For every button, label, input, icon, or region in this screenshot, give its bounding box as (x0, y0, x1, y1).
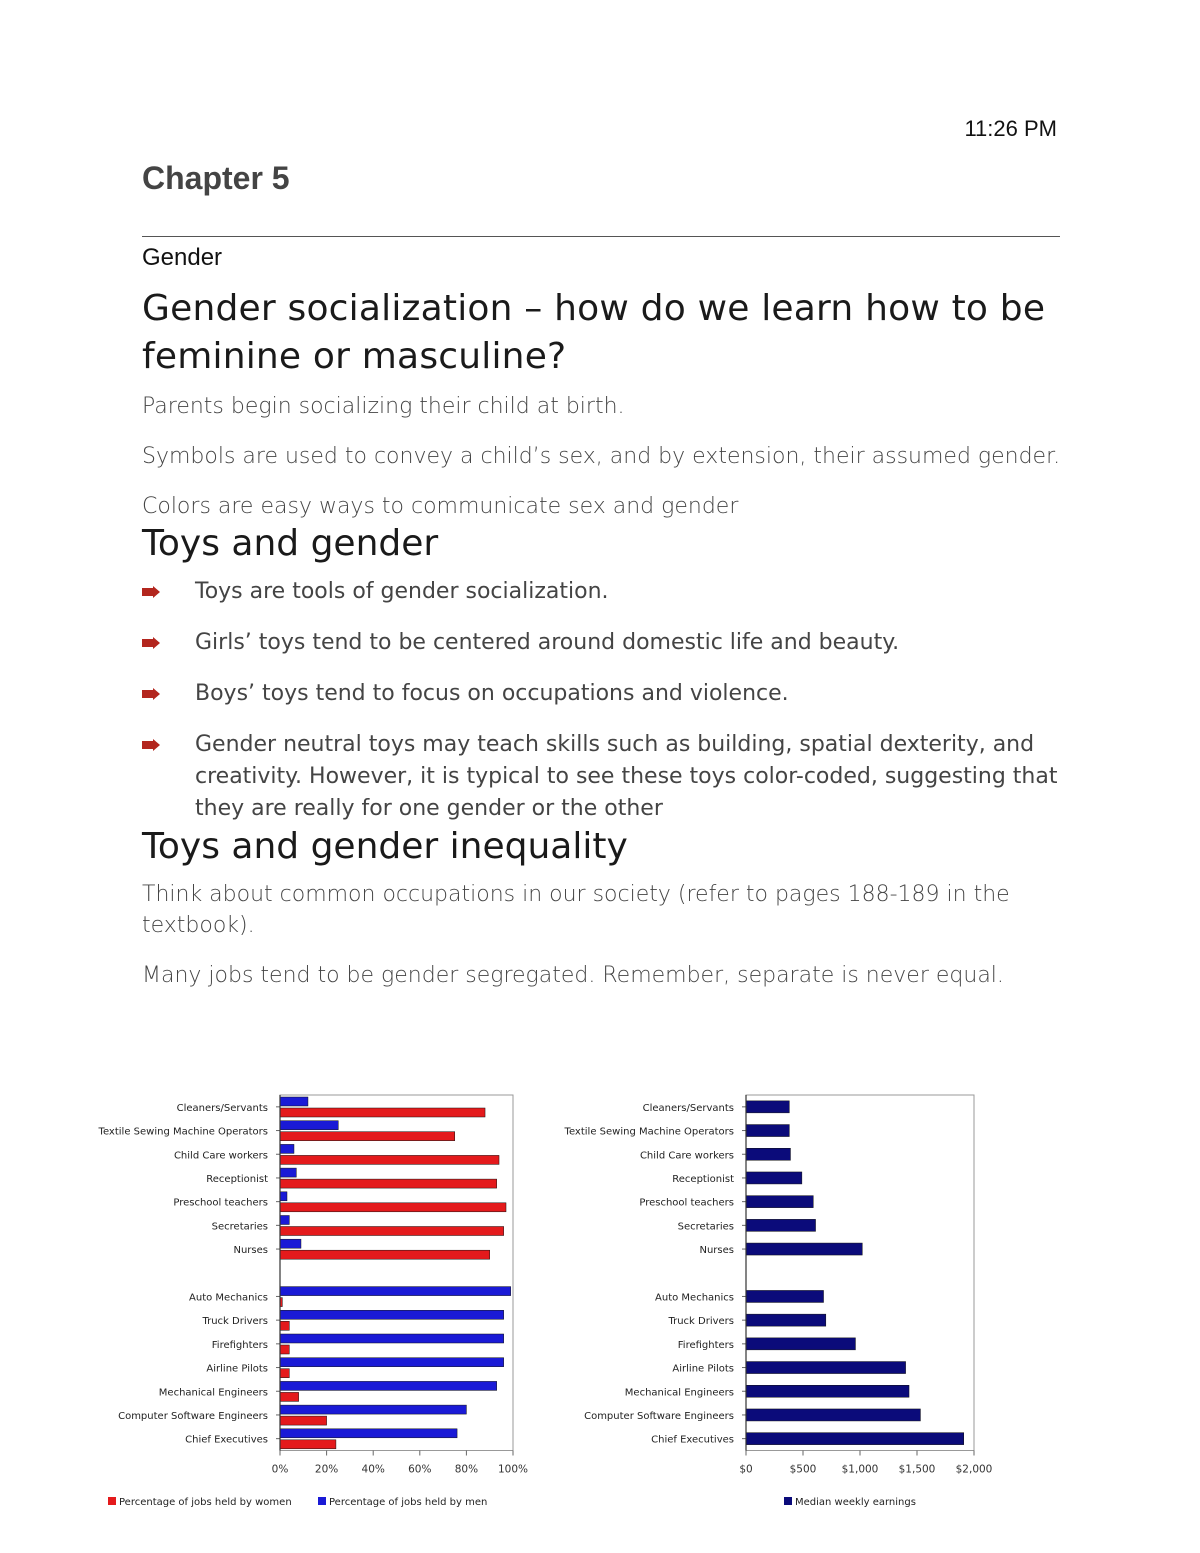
section-heading-toys: Toys and gender (142, 523, 439, 564)
bar (746, 1338, 855, 1350)
bar (280, 1121, 338, 1130)
paragraph: Parents begin socializing their child at birth. (142, 394, 625, 419)
bar (280, 1227, 504, 1236)
bar (746, 1409, 920, 1421)
category-label: Cleaners/Servants (642, 1102, 734, 1114)
occupation-charts (0, 1085, 1200, 1525)
bar (280, 1345, 289, 1354)
subject-label: Gender (142, 244, 223, 271)
category-label: Auto Mechanics (189, 1292, 268, 1304)
bar (280, 1440, 336, 1449)
bar (280, 1416, 327, 1425)
bar (280, 1369, 289, 1378)
paragraph: Colors are easy ways to communicate sex and gender (142, 494, 739, 519)
section-heading-socialization: Gender socialization – how do we learn how to be feminine or masculine? (142, 288, 1046, 377)
x-tick-label: 60% (408, 1463, 432, 1476)
bar (280, 1405, 466, 1414)
legend-swatch-men (318, 1497, 326, 1505)
arrow-bullet-icon (142, 637, 160, 649)
bullet-text: Boys’ toys tend to focus on occupations and violence. (195, 681, 789, 706)
category-label: Truck Drivers (668, 1316, 734, 1328)
category-label: Mechanical Engineers (624, 1387, 734, 1399)
bar (280, 1097, 308, 1106)
category-label: Chief Executives (185, 1434, 268, 1446)
category-label: Airline Pilots (672, 1363, 734, 1375)
bar (746, 1172, 802, 1184)
x-tick-label: 20% (314, 1463, 339, 1476)
bar (280, 1144, 294, 1153)
x-tick-label: $0 (739, 1463, 753, 1476)
bar (746, 1219, 816, 1231)
bar (280, 1216, 289, 1225)
bar (746, 1101, 789, 1113)
chart-frame (280, 1095, 513, 1451)
bar (280, 1192, 287, 1201)
bullet-text: Girls’ toys tend to be centered around domestic life and beauty. (195, 630, 900, 655)
x-tick-label: $2,000 (955, 1463, 993, 1476)
bar (746, 1125, 789, 1137)
notes-body (142, 285, 1072, 991)
section-heading-inequality: Toys and gender inequality (142, 826, 628, 867)
bar (280, 1310, 504, 1319)
x-tick-label: 40% (361, 1463, 385, 1476)
list-item (142, 678, 1072, 710)
category-label: Receptionist (672, 1173, 734, 1185)
category-label: Computer Software Engineers (584, 1410, 734, 1422)
category-label: Airline Pilots (206, 1363, 268, 1375)
bar (746, 1196, 813, 1208)
arrow-bullet-icon (142, 586, 160, 598)
bar (280, 1429, 457, 1438)
bar (746, 1148, 790, 1160)
x-tick-label: $500 (789, 1463, 817, 1476)
x-tick-label: 100% (497, 1463, 529, 1476)
paragraph: Many jobs tend to be gender segregated. Remember, separate is never equal. (142, 963, 1004, 988)
bar (280, 1239, 301, 1248)
bar (280, 1321, 289, 1330)
legend-label-women: Percentage of jobs held by women (119, 1497, 292, 1508)
bar (280, 1287, 511, 1296)
category-label: Nurses (699, 1245, 734, 1257)
divider (142, 236, 1060, 237)
category-label: Preschool teachers (639, 1197, 734, 1209)
legend-label-men: Percentage of jobs held by men (329, 1497, 488, 1508)
bar (746, 1362, 906, 1374)
bullet-text: Toys are tools of gender socialization. (195, 579, 609, 604)
category-label: Truck Drivers (202, 1316, 268, 1328)
paragraph: Symbols are used to convey a child’s sex, and by extension, their assumed gender. (142, 444, 1061, 469)
legend-label-earnings: Median weekly earnings (795, 1497, 916, 1508)
time-label: 11:26 PM (964, 116, 1057, 141)
list-item (142, 627, 1072, 659)
bar (280, 1132, 455, 1141)
category-label: Firefighters (677, 1339, 734, 1351)
bar (280, 1250, 490, 1259)
category-label: Firefighters (211, 1339, 268, 1351)
category-label: Secretaries (211, 1221, 268, 1233)
bar (746, 1385, 909, 1397)
category-label: Auto Mechanics (655, 1292, 734, 1304)
category-label: Mechanical Engineers (158, 1387, 268, 1399)
category-label: Preschool teachers (173, 1197, 268, 1209)
x-tick-label: 80% (454, 1463, 479, 1476)
category-label: Receptionist (206, 1173, 268, 1185)
category-label: Child Care workers (173, 1150, 268, 1162)
bar (746, 1243, 862, 1255)
bar (280, 1155, 499, 1164)
bar (746, 1314, 826, 1326)
paragraph: Think about common occupations in our society (refer to pages 188-189 in the textbook). (142, 882, 1010, 938)
category-label: Secretaries (677, 1221, 734, 1233)
x-tick-label: $1,000 (841, 1463, 879, 1476)
bar (280, 1168, 296, 1177)
category-label: Cleaners/Servants (176, 1102, 268, 1114)
bar (746, 1290, 824, 1302)
category-label: Child Care workers (639, 1150, 734, 1162)
arrow-bullet-icon (142, 688, 160, 700)
bar (280, 1179, 497, 1188)
bullet-text: Gender neutral toys may teach skills such as building, spatial dexterity, and creativity. However, it is typical to see these toys color-coded, suggesting that they are really for one gender or the other (195, 732, 1058, 821)
bar (280, 1203, 506, 1212)
list-item (142, 729, 1072, 825)
bar (280, 1108, 485, 1117)
bar (280, 1334, 504, 1343)
bullet-list (142, 576, 1072, 825)
category-label: Nurses (233, 1245, 268, 1257)
bar (280, 1392, 299, 1401)
category-label: Chief Executives (651, 1434, 734, 1446)
x-tick-label: 0% (271, 1463, 289, 1476)
category-label: Computer Software Engineers (118, 1410, 268, 1422)
chapter-title: Chapter 5 (142, 160, 290, 196)
bar (746, 1433, 964, 1445)
bar (280, 1381, 497, 1390)
legend-swatch-women (108, 1497, 116, 1505)
x-tick-label: $1,500 (898, 1463, 936, 1476)
category-label: Textile Sewing Machine Operators (564, 1126, 734, 1138)
list-item (142, 576, 1072, 608)
legend-swatch-earnings (784, 1497, 792, 1505)
category-label: Textile Sewing Machine Operators (98, 1126, 268, 1138)
bar (280, 1358, 504, 1367)
arrow-bullet-icon (142, 739, 160, 751)
